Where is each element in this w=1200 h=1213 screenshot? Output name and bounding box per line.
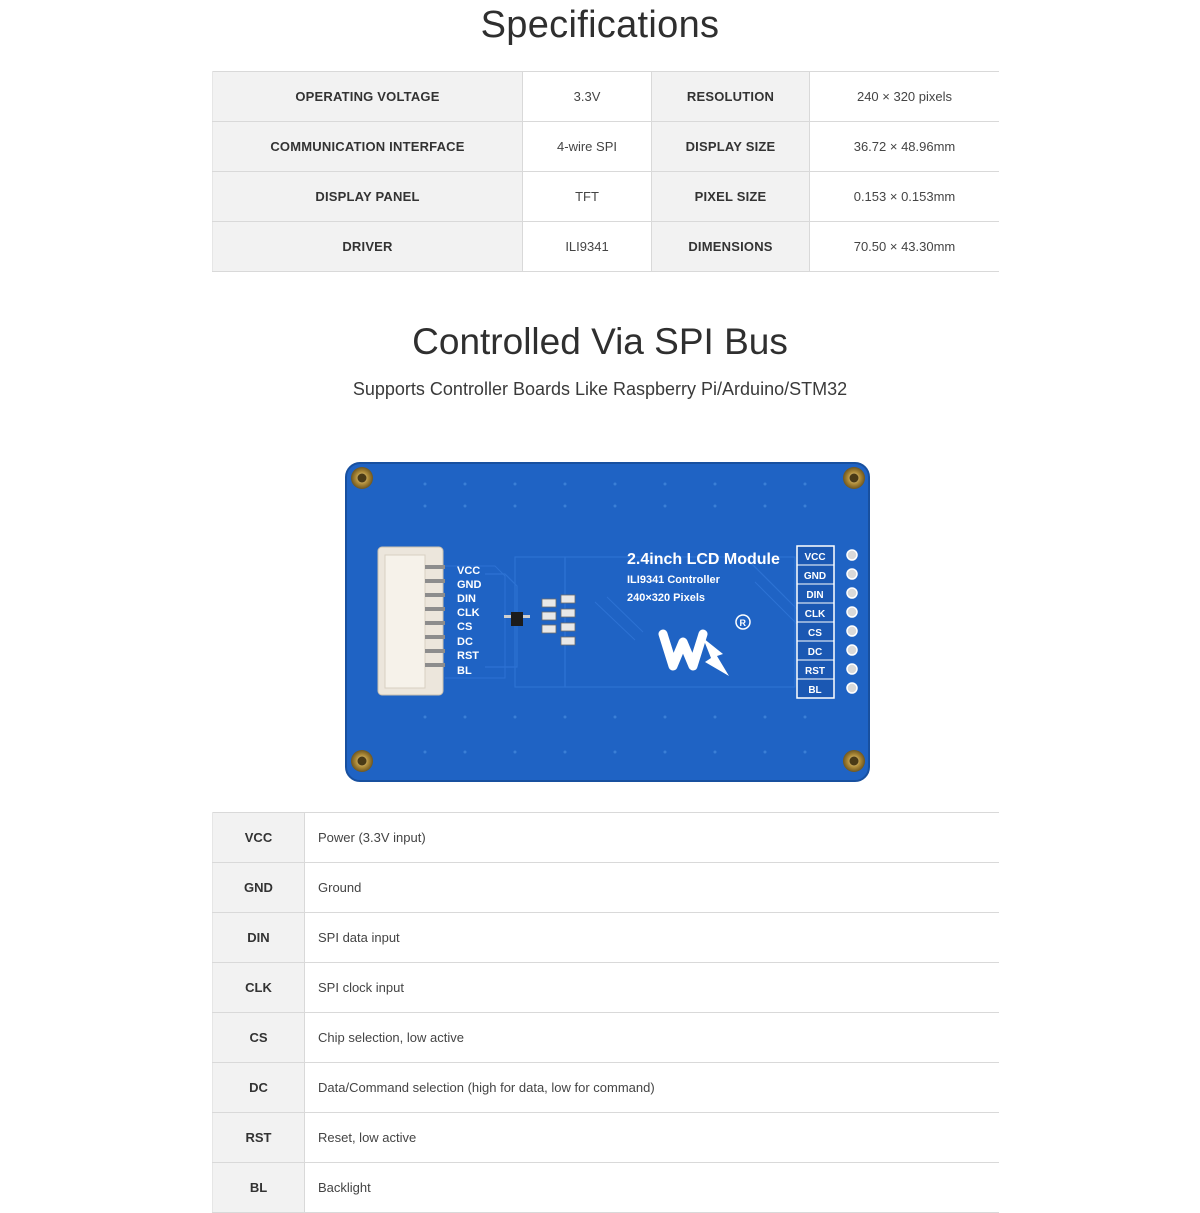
table-row <box>213 963 1000 1013</box>
pin-description: Ground <box>305 863 1000 913</box>
spec-key: RESOLUTION <box>652 72 810 122</box>
table-row <box>213 172 1000 222</box>
spec-value: ILI9341 <box>523 222 652 272</box>
svg-text:CS: CS <box>457 621 473 633</box>
svg-text:BL: BL <box>808 685 822 696</box>
spec-key: COMMUNICATION INTERFACE <box>213 122 523 172</box>
board-pixels-text: 240×320 Pixels <box>627 592 705 604</box>
table-row <box>213 222 1000 272</box>
pin-description: Power (3.3V input) <box>305 813 1000 863</box>
svg-text:DIN: DIN <box>806 590 824 601</box>
table-row <box>213 1063 1000 1113</box>
board-module-title: 2.4inch LCD Module <box>627 551 780 568</box>
pin-description-table <box>212 812 999 1213</box>
pin-description: Chip selection, low active <box>305 1013 1000 1063</box>
table-row <box>213 1113 1000 1163</box>
pin-name: GND <box>213 863 305 913</box>
lcd-module-board-image <box>345 462 870 782</box>
svg-text:RST: RST <box>805 666 825 677</box>
spec-value: 4-wire SPI <box>523 122 652 172</box>
pin-name: DC <box>213 1063 305 1113</box>
pin-description: Reset, low active <box>305 1113 1000 1163</box>
spi-section-subtitle: Supports Controller Boards Like Raspberry Pi/Arduino/STM32 <box>352 379 848 399</box>
svg-text:DC: DC <box>807 647 823 658</box>
spec-key: PIXEL SIZE <box>652 172 810 222</box>
pin-name: BL <box>213 1163 305 1213</box>
pin-description: SPI data input <box>305 913 1000 963</box>
svg-text:DC: DC <box>457 636 473 648</box>
spec-value: 3.3V <box>523 72 652 122</box>
spec-key: DISPLAY SIZE <box>652 122 810 172</box>
svg-text:CS: CS <box>808 628 822 639</box>
spec-key: DIMENSIONS <box>652 222 810 272</box>
svg-text:DIN: DIN <box>457 593 476 605</box>
spec-value: TFT <box>523 172 652 222</box>
table-row <box>213 122 1000 172</box>
table-row <box>213 1163 1000 1213</box>
svg-text:BL: BL <box>457 665 472 677</box>
pin-name: CS <box>213 1013 305 1063</box>
pin-name: RST <box>213 1113 305 1163</box>
spec-value: 70.50 × 43.30mm <box>810 222 1000 272</box>
spec-value: 0.153 × 0.153mm <box>810 172 1000 222</box>
pin-name: VCC <box>213 813 305 863</box>
spi-section-title: Controlled Via SPI Bus <box>412 321 788 362</box>
board-controller-text: ILI9341 Controller <box>627 574 720 586</box>
pin-description: Backlight <box>305 1163 1000 1213</box>
table-row <box>213 72 1000 122</box>
pin-name: DIN <box>213 913 305 963</box>
spec-value: 240 × 320 pixels <box>810 72 1000 122</box>
svg-text:GND: GND <box>803 571 827 582</box>
spec-key: DRIVER <box>213 222 523 272</box>
specifications-title: Specifications <box>480 4 720 46</box>
svg-text:VCC: VCC <box>804 552 826 563</box>
spec-key: OPERATING VOLTAGE <box>213 72 523 122</box>
pin-description: SPI clock input <box>305 963 1000 1013</box>
table-row <box>213 1013 1000 1063</box>
svg-text:R: R <box>739 618 746 628</box>
spec-value: 36.72 × 48.96mm <box>810 122 1000 172</box>
table-row <box>213 863 1000 913</box>
svg-text:RST: RST <box>457 650 479 662</box>
table-row <box>213 813 1000 863</box>
pin-name: CLK <box>213 963 305 1013</box>
svg-text:CLK: CLK <box>804 609 826 620</box>
pin-description: Data/Command selection (high for data, low for command) <box>305 1063 1000 1113</box>
specifications-table <box>212 71 999 272</box>
svg-text:CLK: CLK <box>457 607 480 619</box>
svg-text:VCC: VCC <box>457 565 481 577</box>
svg-text:GND: GND <box>457 579 482 591</box>
table-row <box>213 913 1000 963</box>
spec-key: DISPLAY PANEL <box>213 172 523 222</box>
